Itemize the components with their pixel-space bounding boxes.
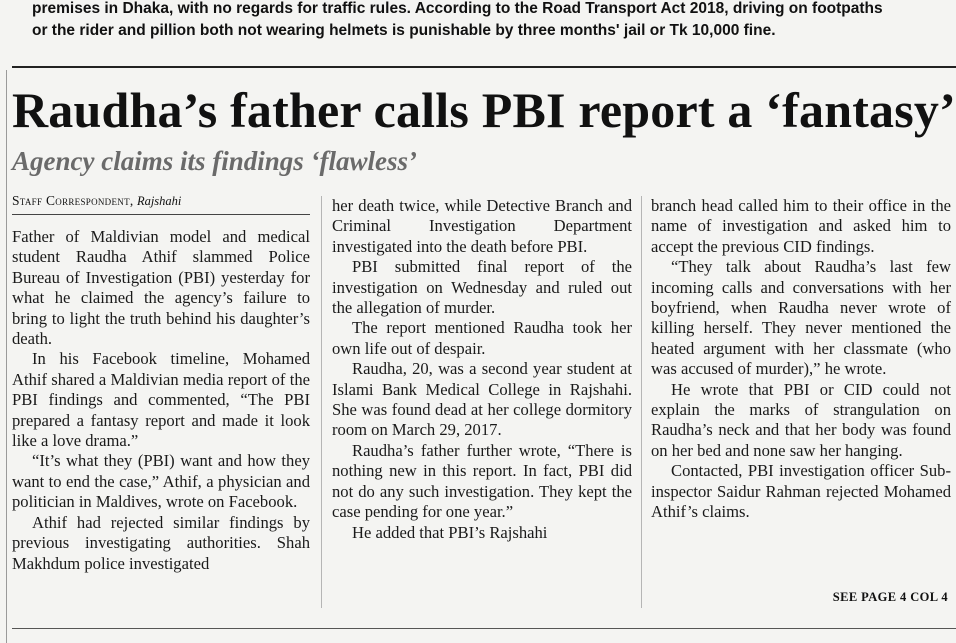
- section-divider-top: [12, 66, 956, 68]
- continued-on-page-link[interactable]: SEE PAGE 4 COL 4: [832, 590, 948, 604]
- paragraph: her death twice, while Detective Branch and Criminal Investigation Department investigated into the death before PBI.: [332, 196, 632, 256]
- article-subhead: Agency claims its findings ‘flawless’: [12, 146, 417, 176]
- byline-role: Staff Correspondent,: [12, 193, 134, 208]
- byline-underline: [12, 214, 310, 215]
- paragraph: Father of Maldivian model and medical student Raudha Athif slammed Police Bureau of Investigation (PBI) yesterday for what he claimed the agency’s failure to bring to light the truth behind his daughter’s death.: [12, 227, 310, 349]
- article-column-3: [651, 196, 951, 523]
- paragraph: Contacted, PBI investigation officer Sub-inspector Saidur Rahman rejected Mohamed Athif’s claims.: [651, 461, 951, 522]
- section-divider-bottom: [12, 628, 956, 629]
- article-column-1: [12, 227, 310, 574]
- byline: [12, 192, 310, 210]
- paragraph: “They talk about Raudha’s last few incoming calls and conversations with her boyfriend, when Raudha never wrote of killing herself. They never mentioned the heated argument with her classmate (who was accused of murder),” he wrote.: [651, 257, 951, 379]
- snippet-line-2: or the rider and pillion both not wearing helmets is punishable by three months' jail or Tk 10,000 fine.: [32, 22, 776, 39]
- article-headline: Raudha’s father calls PBI report a ‘fantasy’: [12, 82, 956, 138]
- article-column-2: [332, 196, 632, 543]
- byline-location: Rajshahi: [136, 194, 182, 208]
- paragraph: Athif had rejected similar findings by previous investigating authorities. Shah Makhdum police investigated: [12, 512, 310, 573]
- paragraph: Raudha, 20, was a second year student at Islami Bank Medical College in Rajshahi. She was found dead at her college dormitory room on March 29, 2017.: [332, 359, 632, 440]
- paragraph: Raudha’s father further wrote, “There is nothing new in this report. In fact, PBI did not do any such investigation. They kept the case pending for one year.”: [332, 440, 632, 522]
- paragraph: In his Facebook timeline, Mohamed Athif shared a Maldivian media report of the PBI findings and commented, “The PBI prepared a fantasy report and made it look like a love drama.”: [12, 349, 310, 451]
- paragraph: He wrote that PBI or CID could not explain the marks of strangulation on Raudha’s neck and that her body was found on her bed and none saw her hanging.: [651, 379, 951, 460]
- snippet-line-1: premises in Dhaka, with no regards for traffic rules. According to the Road Transport Act 2018, driving on footpaths: [32, 0, 883, 17]
- paragraph: The report mentioned Raudha took her own life out of despair.: [332, 318, 632, 358]
- column-rule: [641, 196, 642, 608]
- paragraph: branch head called him to their office in the name of investigation and asked him to accept the previous CID findings.: [651, 196, 951, 256]
- paragraph: “It’s what they (PBI) want and how they want to end the case,” Athif, a physician and politician in Maldives, wrote on Facebook.: [12, 451, 310, 512]
- paragraph: PBI submitted final report of the investigation on Wednesday and ruled out the allegation of murder.: [332, 257, 632, 318]
- previous-article-snippet: [32, 0, 952, 42]
- left-margin-rule: [6, 70, 7, 643]
- paragraph: He added that PBI’s Rajshahi: [352, 522, 548, 542]
- column-rule: [321, 196, 322, 608]
